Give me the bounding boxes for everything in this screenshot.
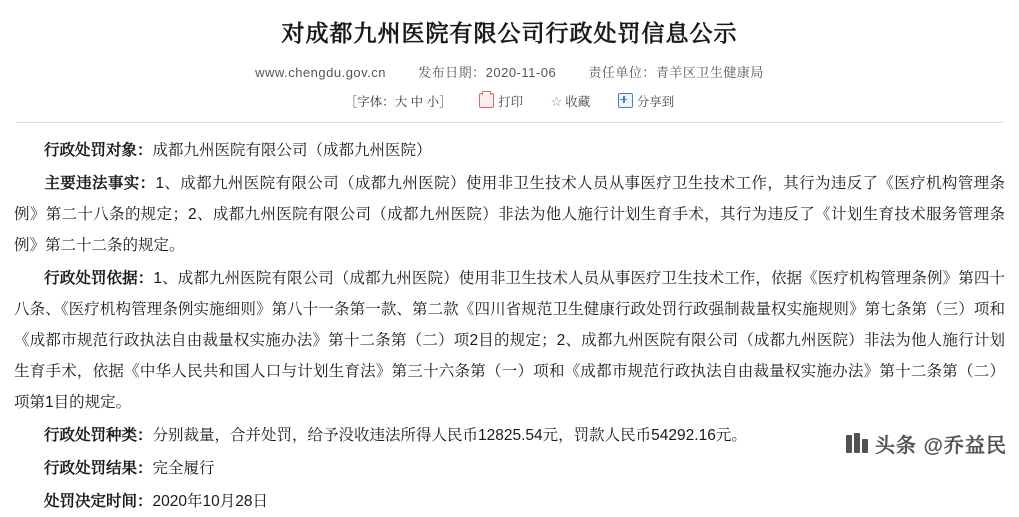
source-site: www.chengdu.gov.cn xyxy=(255,65,387,80)
star-icon: ☆ xyxy=(550,94,563,109)
favorite-label: 收藏 xyxy=(565,95,591,109)
share-button[interactable] xyxy=(618,92,675,110)
text-object: 成都九州医院有限公司（成都九州医院） xyxy=(152,142,432,159)
text-basis: 1、成都九州医院有限公司（成都九州医院）使用非卫生技术人员从事医疗卫生技术工作，依据《医疗机构管理条例》第四十八条、《医疗机构管理条例实施细则》第八十一条第一款、第二款《四川省规范卫生健康行政处罚行政强制裁量权实施规则》第七条第（三）项和《成都市规范行政执法自由裁量权实施办法》第十二条第（二）项2目的规定；2、成都九州医院有限公司（成都九州医院）非法为他人施行计划生育手术，依据《中华人民共和国人口与计划生育法》第三十六条第（一）项和《成都市规范行政执法自由裁量权实施办法》第十二条第（二）项第1目的规定。 xyxy=(14,270,1005,411)
label-result: 行政处罚结果： xyxy=(44,460,153,477)
label-object: 行政处罚对象： xyxy=(44,142,153,159)
publish-date: 发布日期：2020-11-06 xyxy=(418,65,557,80)
label-date: 处罚决定时间： xyxy=(44,493,153,510)
paragraph-object xyxy=(14,135,1005,166)
print-button[interactable] xyxy=(479,92,523,110)
text-type: 分别裁量，合并处罚，给予没收违法所得人民币12825.54元，罚款人民币54292.16元。 xyxy=(152,427,747,444)
document-toolbar xyxy=(0,92,1019,110)
print-label: 打印 xyxy=(498,95,524,109)
watermark-text: 头条 @乔益民 xyxy=(874,435,1007,457)
text-date: 2020年10月28日 xyxy=(152,493,268,510)
label-basis: 行政处罚依据： xyxy=(44,270,154,287)
share-label: 分享到 xyxy=(636,95,675,109)
watermark xyxy=(846,429,1007,458)
text-facts: 1、成都九州医院有限公司（成都九州医院）使用非卫生技术人员从事医疗卫生技术工作，其行为违反了《医疗机构管理条例》第二十八条的规定；2、成都九州医院有限公司（成都九州医院）非法为他人施行计划生育手术，其行为违反了《计划生育技术服务管理条例》第二十二条的规定。 xyxy=(14,175,1005,254)
printer-icon xyxy=(479,93,494,108)
font-size-selector[interactable]: ［字体：大 中 小］ xyxy=(344,95,452,109)
paragraph-date xyxy=(14,486,1005,517)
page-title: 对成都九州医院有限公司行政处罚信息公示 xyxy=(281,20,738,46)
favorite-button[interactable] xyxy=(551,92,591,110)
share-icon xyxy=(618,93,633,108)
text-result: 完全履行 xyxy=(152,460,215,477)
paragraph-basis xyxy=(14,263,1005,418)
label-type: 行政处罚种类： xyxy=(44,427,153,444)
responsible-unit: 责任单位：青羊区卫生健康局 xyxy=(588,65,764,80)
toutiao-logo-icon xyxy=(846,433,868,455)
document-meta xyxy=(0,62,1019,81)
label-facts: 主要违法事实： xyxy=(44,175,156,192)
paragraph-facts xyxy=(14,168,1005,261)
